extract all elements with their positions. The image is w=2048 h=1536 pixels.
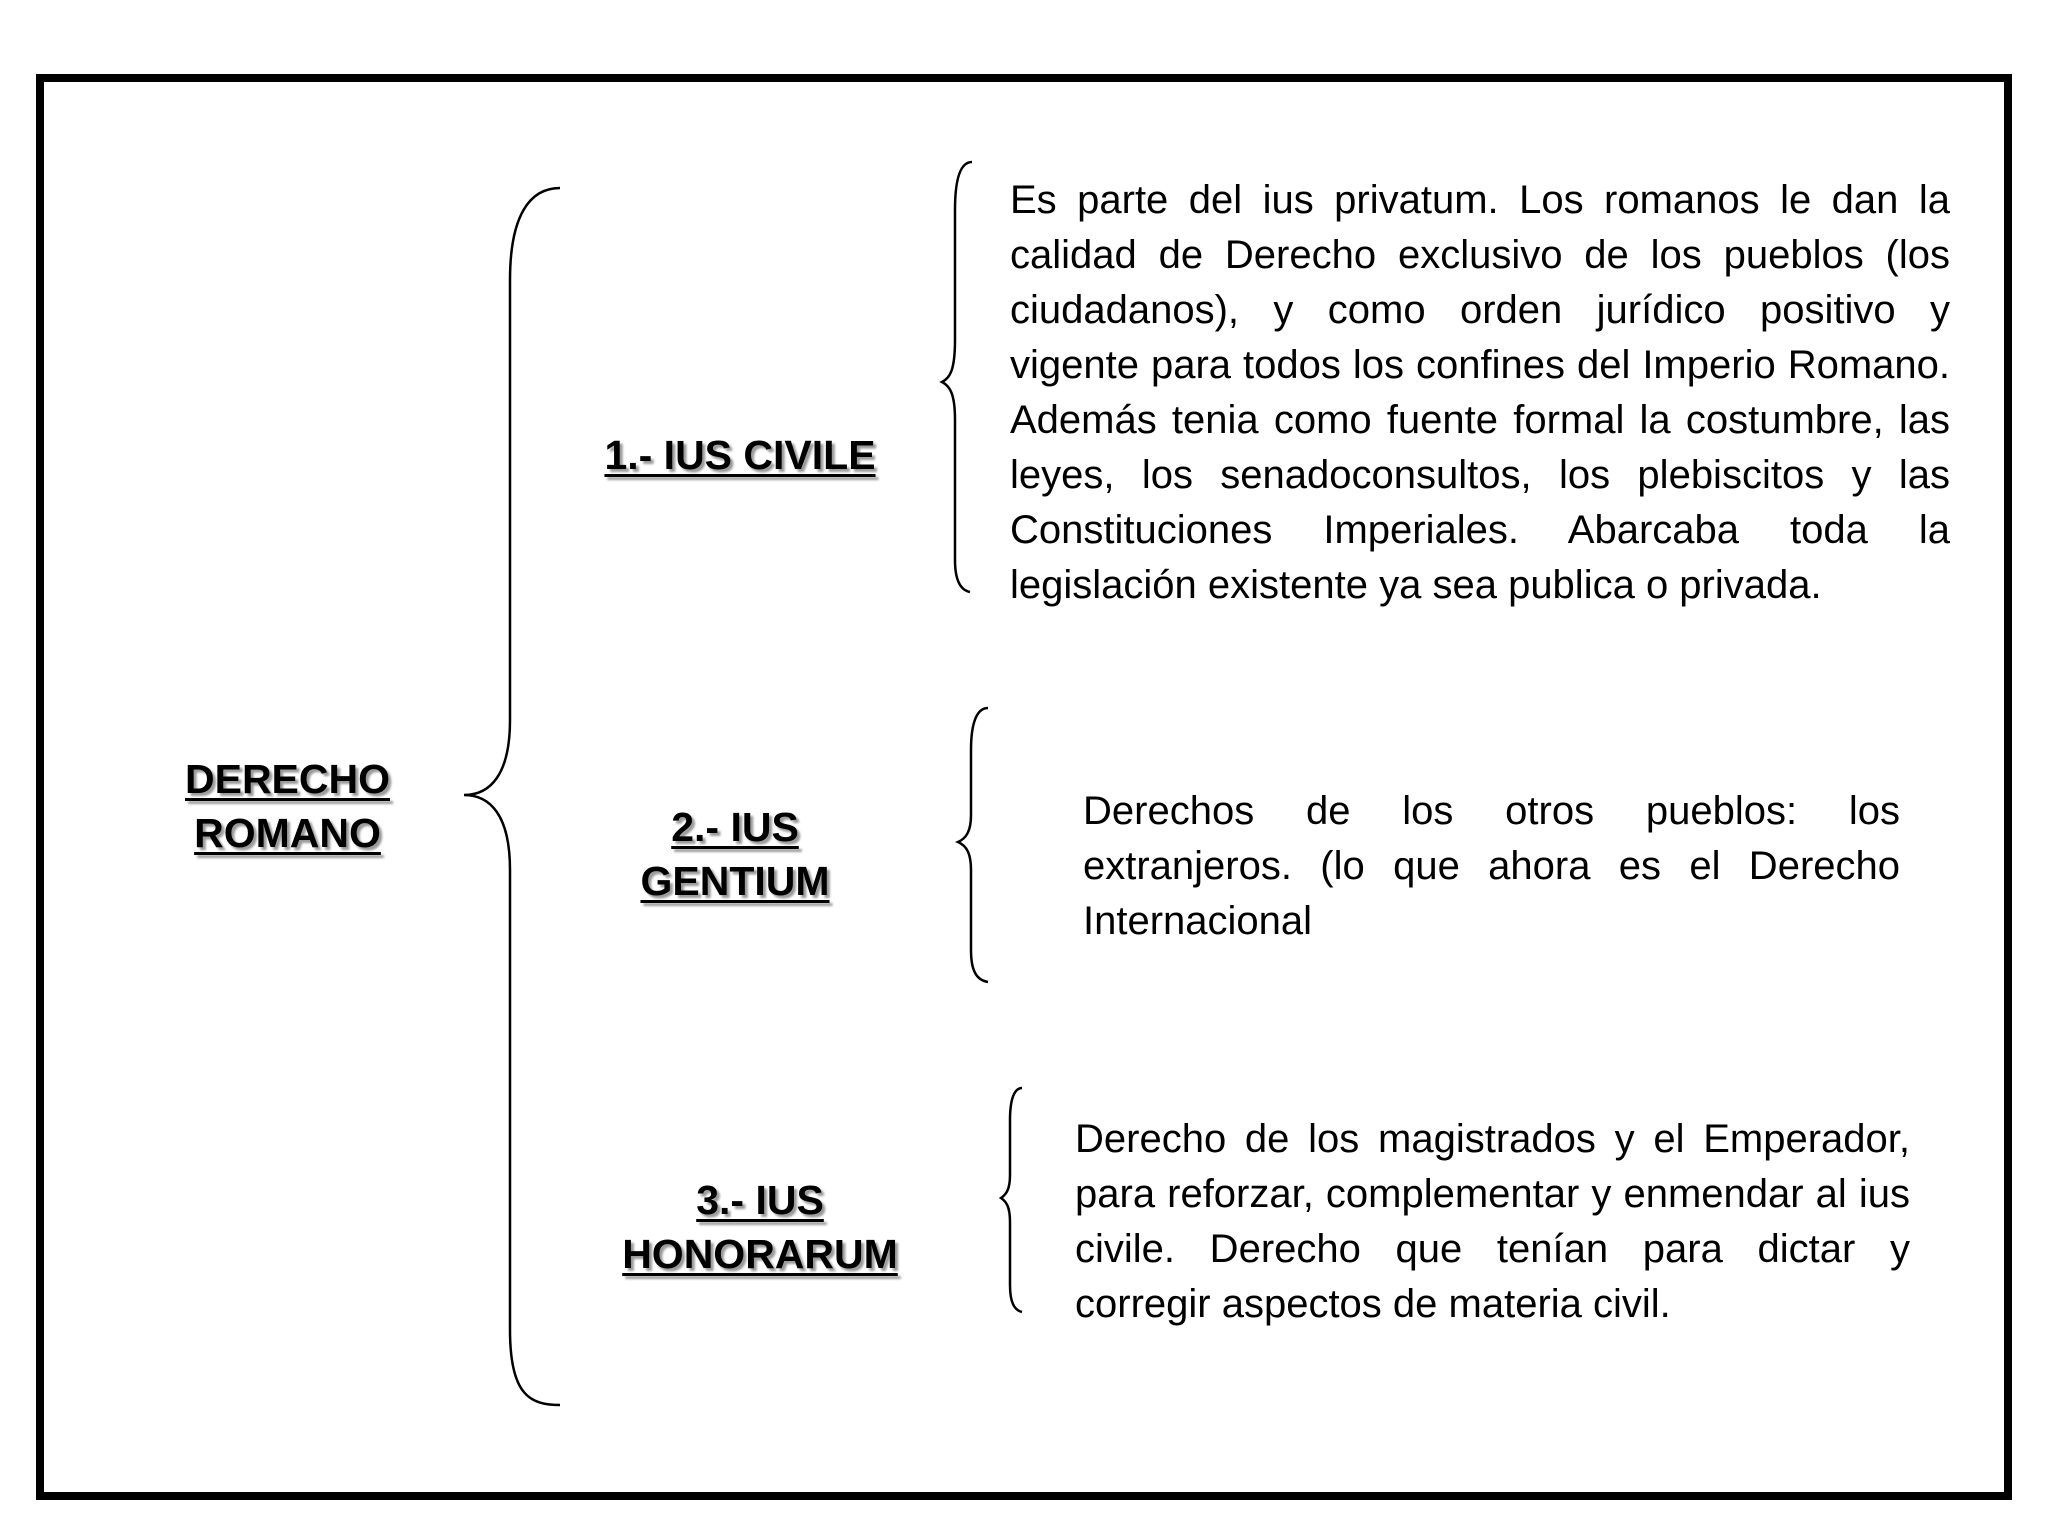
honorarum-brace bbox=[1001, 1088, 1022, 1312]
civile-brace bbox=[942, 162, 972, 592]
branch-description-ius-honorarum: Derecho de los magistrados y el Emperador, para reforzar, complementar y enmendar al ius civile. Derecho que tenían para dictar y corregir aspectos de materia civil. bbox=[1075, 1117, 1910, 1326]
branch-heading-ius-civile: 1.- IUS CIVILE bbox=[604, 432, 876, 478]
root-brace bbox=[464, 188, 560, 1405]
branch-heading-ius-honorarum: 3.- IUS HONORARUM bbox=[622, 1177, 898, 1277]
branch-heading-ius-gentium: 2.- IUS GENTIUM bbox=[640, 804, 830, 904]
branch-description-ius-gentium: Derechos de los otros pueblos: los extranjeros. (lo que ahora es el Derecho Internacional bbox=[1083, 789, 1900, 943]
root-title: DERECHO ROMANO bbox=[184, 756, 391, 856]
branch-description-ius-civile: Es parte del ius privatum. Los romanos le dan la calidad de Derecho exclusivo de los pueblos (los ciudadanos), y como orden jurídico positivo y vigente para todos los confines del Imperio Romano. Además tenia como fuente formal la costumbre, las leyes, los senadoconsultos, los plebiscitos y las Constituciones Imperiales. Abarcaba toda la legislación existente ya sea publica o privada. bbox=[1010, 178, 1950, 607]
gentium-brace bbox=[958, 708, 988, 982]
